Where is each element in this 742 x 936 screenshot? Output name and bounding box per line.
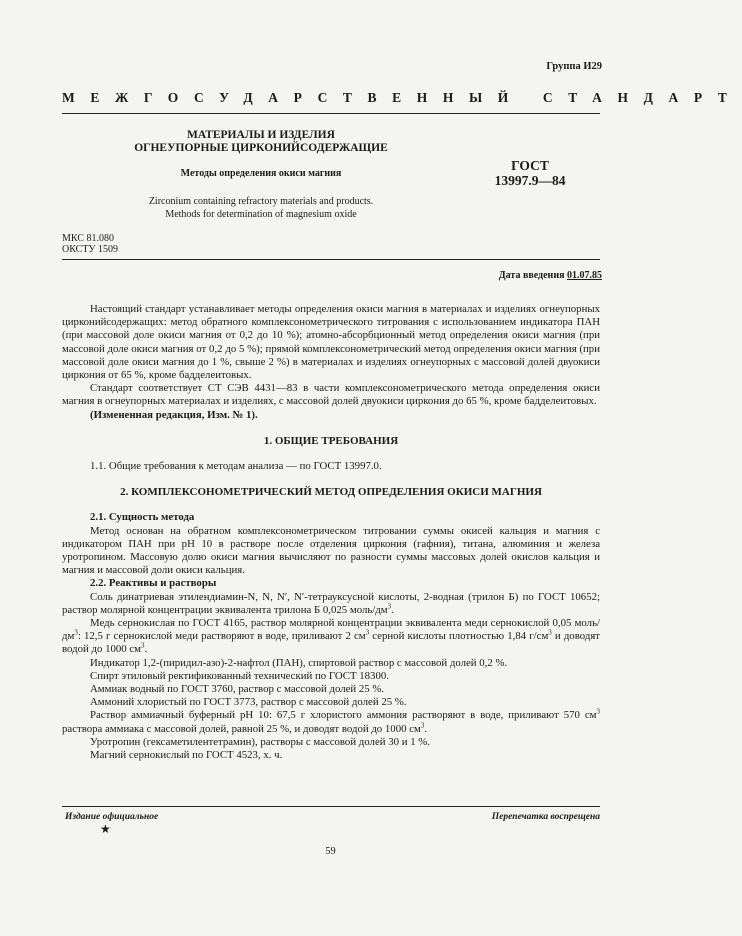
footer-rule (62, 806, 600, 807)
subsection-2-1-title: 2.1. Сущность метода (90, 511, 195, 524)
official-edition-label: Издание официальное (65, 812, 159, 822)
classification-codes (62, 233, 118, 255)
reagent-ethanol: Спирт этиловый ректификованный технический по ГОСТ 18300. (90, 669, 389, 682)
reagent-indicator-pan: Индикатор 1,2-(пиридил-азо)-2-нафтол (ПАН), спиртовой раствор с массовой долей 0,2 %. (90, 656, 508, 669)
reagent-ammonia: Аммиак водный по ГОСТ 3760, раствор с массовой долей 25 %. (90, 683, 385, 696)
section-2-heading: 2. КОМПЛЕКСОНОМЕТРИЧЕСКИЙ МЕТОД ОПРЕДЕЛЕНИЯ ОКИСИ МАГНИЯ (120, 486, 542, 499)
header-rule (62, 113, 600, 114)
title-line-2: ОГНЕУПОРНЫЕ ЦИРКОНИЙСОДЕРЖАЩИЕ (134, 142, 388, 154)
english-title (102, 195, 420, 221)
star-icon: ★ (100, 822, 111, 836)
english-title-line-1: Zirconium containing refractory materials and products. (148, 196, 374, 207)
reprint-prohibited-label: Перепечатка воспрещена (491, 812, 600, 822)
reagent-copper-sulfate: Медь сернокислая по ГОСТ 4165, раствор молярной концентрации эквивалента меди сернокислой 0,05 моль/$дм^3$: 12,5 г сернокислой меди растворяют в воде, приливают 2 $см^3$ серной кислоты плотностью 1,84 $г/см^3$ и доводят водой до 1000 $см^3$. (62, 617, 600, 656)
reagent-urotropin: Уротропин (гексаметилентетрамин), растворы с массовой долей 30 и 1 %. (90, 735, 430, 748)
group-code: Группа И29 (546, 61, 602, 72)
document-body (62, 303, 600, 762)
reagent-magnesium-sulfate: Магний сернокислый по ГОСТ 4523, х. ч. (90, 749, 283, 762)
reagent-buffer-solution: Раствор аммиачный буферный рН 10: 67,5 г хлористого аммония растворяют в воде, приливают 570 $см^3$ раствора аммиака с массовой долей, равной 25 %, и доводят водой до 1000 $см^3$. (62, 707, 600, 735)
date-value: 01.07.85 (567, 270, 602, 281)
intro-paragraph-1: Настоящий стандарт устанавливает методы определения окиси магния в материалах и изделиях огнеупорных цирконийсодержащих: метод обратного комплексонометрического титрования с использованием индикатора ПАН (при массовой доле окиси магния от 0,2 до 10 %); атомно-абсорбционный метод определения окиси магния (при массовой доле окиси магния от 0,2 до 5 %); прямой комплексонометрический метод определения окиси магния (при массовой доле окиси магния до 1 %, свыше 2 %) в материалах и изделиях огнеупорных с массовой долей двуокиси циркония от 65 %, кроме бадделеитовых. (62, 303, 600, 382)
intro-paragraph-2: Стандарт соответствует СТ СЭВ 4431—83 в части комплексонометрического метода определения окиси магния в огнеупорных материалах и изделиях, с массовой долей двуокиси циркония до 65 %, кроме бадделеитовых. (62, 382, 600, 408)
subsection-2-1-text: Метод основан на обратном комплексонометрическом титровании суммы окисей кальция и магния с индикатором ПАН при рН 10 в растворе после отделения циркония (гафния), титана, алюминия и железа уротропином. Массовую долю окиси магния вычисляют по разности суммы массовых долей окислов кальция и магния и массовой доли окиси кальция. (62, 524, 600, 577)
gost-label: ГОСТ (511, 158, 549, 173)
section-1-item: 1.1. Общие требования к методам анализа — по ГОСТ 13997.0. (90, 460, 382, 473)
section-1-heading: 1. ОБЩИЕ ТРЕБОВАНИЯ (263, 434, 399, 447)
english-title-line-2: Methods for determination of magnesium oxide (165, 209, 357, 220)
okstu-code: ОКСТУ 1509 (62, 244, 119, 255)
reagent-trilon: Соль динатриевая этилендиамин-N, N, N′, N′-тетрауксусной кислоты, 2-водная (трилон Б) по ГОСТ 10652; раствор молярной концентрации эквивалента трилона Б 0,025 моль/$дм^3$. (62, 590, 600, 616)
date-label: Дата введения (498, 270, 565, 281)
gost-number: 13997.9—84 (494, 173, 566, 188)
document-subtitle: Методы определения окиси магния (180, 168, 342, 179)
mks-code: МКС 81.080 (62, 233, 114, 244)
subsection-2-2-title: 2.2. Реактивы и растворы (90, 577, 217, 590)
introduction-date (499, 270, 602, 281)
document-title (102, 129, 420, 155)
page-number: 59 (325, 846, 336, 857)
header-rule-2 (62, 259, 600, 260)
amendment-note: (Измененная редакция, Изм. № 1). (90, 408, 258, 421)
gost-designation (460, 158, 600, 188)
reagent-ammonium-chloride: Аммоний хлористый по ГОСТ 3773, раствор с массовой долей 25 %. (90, 696, 407, 709)
title-line-1: МАТЕРИАЛЫ И ИЗДЕЛИЯ (187, 129, 335, 141)
interstate-standard-banner: МЕЖГОСУДАРСТВЕННЫЙ СТАНДАРТ (62, 90, 742, 105)
